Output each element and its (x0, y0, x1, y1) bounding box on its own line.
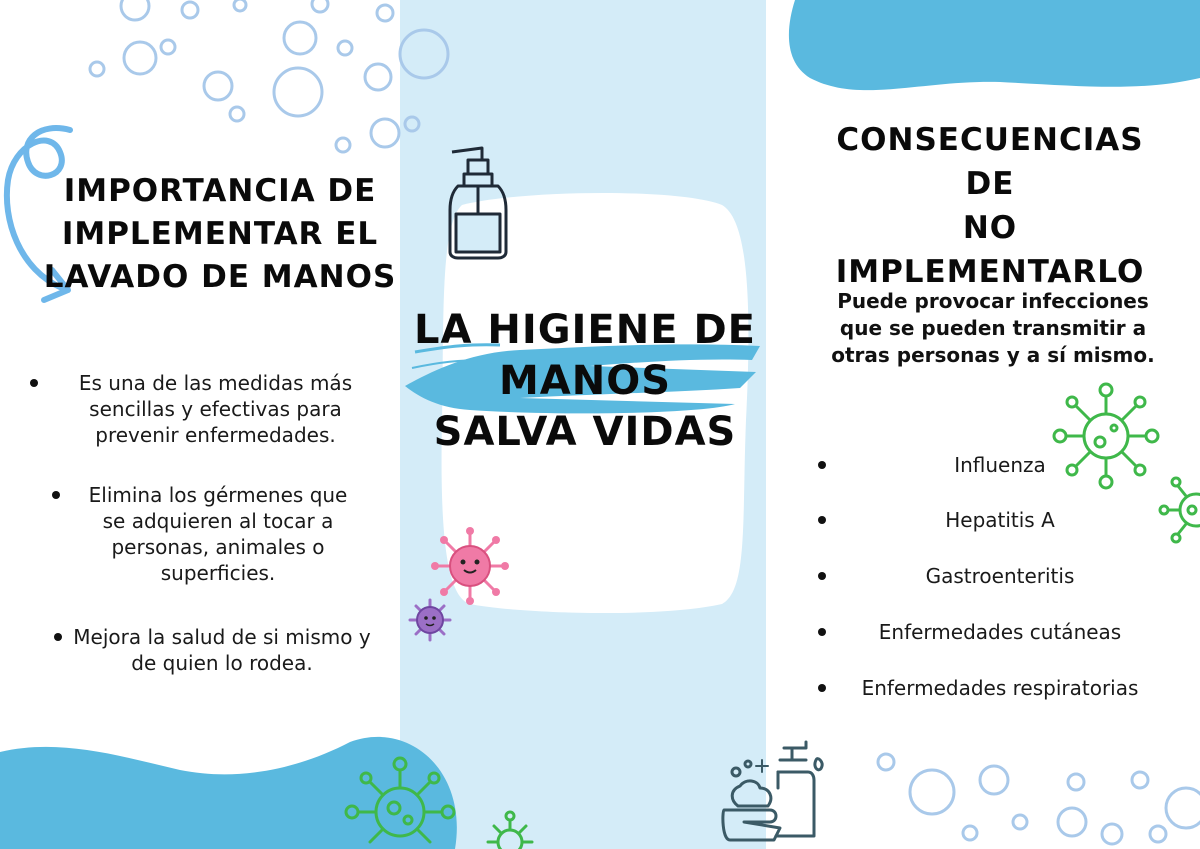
bullet-dot (818, 628, 826, 636)
bullet-text: Mejora la salud de si mismo y de quien lo rodea. (73, 625, 371, 675)
list-item (818, 452, 1168, 478)
bullet-dot (54, 633, 62, 641)
title-line: LAVADO DE MANOS (43, 259, 397, 295)
bullet-text: Gastroenteritis (925, 564, 1075, 588)
bullet-dot (818, 684, 826, 692)
list-item (818, 675, 1168, 701)
bullet-dot (52, 491, 60, 499)
center-panel-title (405, 305, 765, 458)
title-line: NO (962, 210, 1018, 246)
title-line: IMPLEMENTAR EL (61, 216, 379, 252)
bullet-text: Elimina los gérmenes que se adquieren al tocar a personas, animales o superficies. (88, 483, 348, 585)
title-line: LA HIGIENE DE (413, 307, 757, 353)
bullet-text: Enfermedades respiratorias (861, 676, 1139, 700)
bullet-text: Enfermedades cutáneas (878, 620, 1122, 644)
purple-germ-icon (410, 600, 450, 640)
bubbles-bottom-right (878, 754, 1200, 844)
list-item (52, 482, 362, 586)
title-line: MANOS (498, 358, 672, 404)
bullet-text: Hepatitis A (945, 508, 1055, 532)
title-line: IMPORTANCIA DE (63, 173, 377, 209)
bullet-dot (30, 379, 38, 387)
list-item (818, 563, 1168, 589)
bullet-dot (818, 461, 826, 469)
left-panel-title (40, 170, 400, 299)
right-panel-intro: Puede provocar infecciones que se pueden transmitir a otras personas y a sí mismo. (831, 289, 1155, 367)
title-line: SALVA VIDAS (433, 409, 737, 455)
bullet-text: Es una de las medidas más sencillas y efectivas para prevenir enfermedades. (78, 371, 353, 447)
title-line: IMPLEMENTARLO (835, 254, 1145, 290)
top-right-blob (789, 0, 1200, 90)
bubbles-top-left (90, 0, 448, 152)
bullet-text: Influenza (954, 453, 1046, 477)
list-item (30, 370, 375, 448)
bullet-dot (818, 516, 826, 524)
list-item (818, 619, 1168, 645)
right-panel-title (810, 118, 1170, 294)
list-item (54, 624, 374, 676)
title-line: CONSECUENCIAS DE (836, 122, 1144, 202)
list-item (818, 507, 1168, 533)
pink-germ-icon (431, 527, 509, 605)
bullet-dot (818, 572, 826, 580)
